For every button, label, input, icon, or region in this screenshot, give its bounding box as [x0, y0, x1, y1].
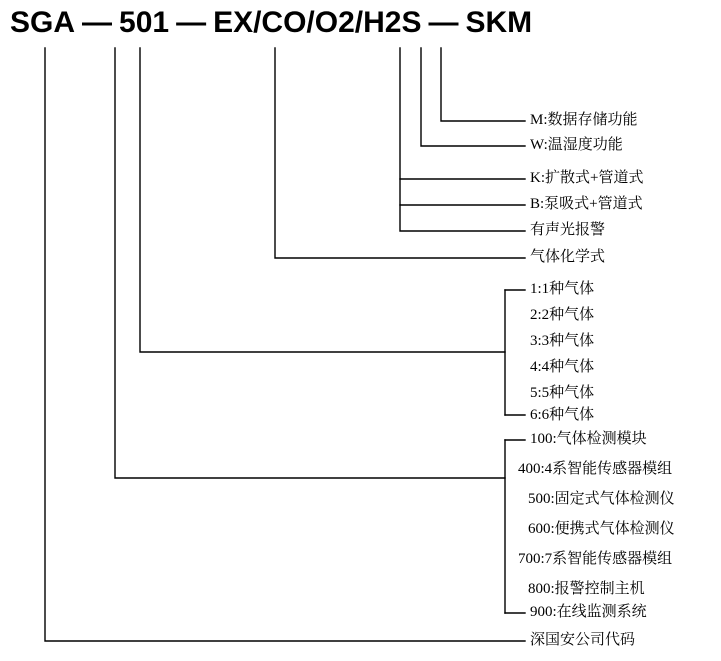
line-series-connector — [115, 48, 505, 478]
label-gas-count-2: 2:2种气体 — [530, 307, 595, 323]
label-temp-humidity-function: W:温湿度功能 — [530, 137, 623, 153]
line-w — [421, 48, 525, 146]
label-gas-count-5: 5:5种气体 — [530, 385, 595, 401]
label-gas-count-3: 3:3种气体 — [530, 333, 595, 349]
code-separator-3: — — [428, 6, 459, 39]
code-segment-skm: SKM — [465, 6, 533, 39]
label-company-code: 深国安公司代码 — [530, 632, 636, 648]
label-gas-count-1: 1:1种气体 — [530, 281, 595, 297]
line-alarm — [400, 205, 525, 231]
code-segment-sga: SGA — [10, 6, 76, 39]
line-b — [400, 179, 525, 205]
label-series-500: 500:固定式气体检测仪 — [528, 491, 675, 507]
code-segment-501: 501 — [119, 6, 170, 39]
label-series-900: 900:在线监测系统 — [530, 604, 647, 620]
code-segment-gas-types: EX/CO/O2/H2S — [213, 6, 422, 39]
label-storage-function: M:数据存储功能 — [530, 112, 638, 128]
label-pump-pipeline: B:泵吸式+管道式 — [530, 196, 643, 212]
label-gas-count-6: 6:6种气体 — [530, 407, 595, 423]
label-series-800: 800:报警控制主机 — [528, 581, 645, 597]
label-series-700: 700:7系智能传感器模组 — [518, 551, 673, 567]
label-gas-count-4: 4:4种气体 — [530, 359, 595, 375]
code-separator-1: — — [82, 6, 113, 39]
label-gas-chemistry: 气体化学式 — [530, 249, 606, 265]
line-company-code — [45, 48, 525, 641]
line-m — [441, 48, 525, 121]
label-diffusion-pipeline: K:扩散式+管道式 — [530, 170, 644, 186]
label-series-100: 100:气体检测模块 — [530, 431, 647, 447]
line-gas-count-connector — [140, 48, 505, 352]
line-k — [400, 48, 525, 179]
code-separator-2: — — [176, 6, 207, 39]
label-series-400: 400:4系智能传感器模组 — [518, 461, 673, 477]
label-sound-light-alarm: 有声光报警 — [530, 222, 606, 238]
label-series-600: 600:便携式气体检测仪 — [528, 521, 675, 537]
